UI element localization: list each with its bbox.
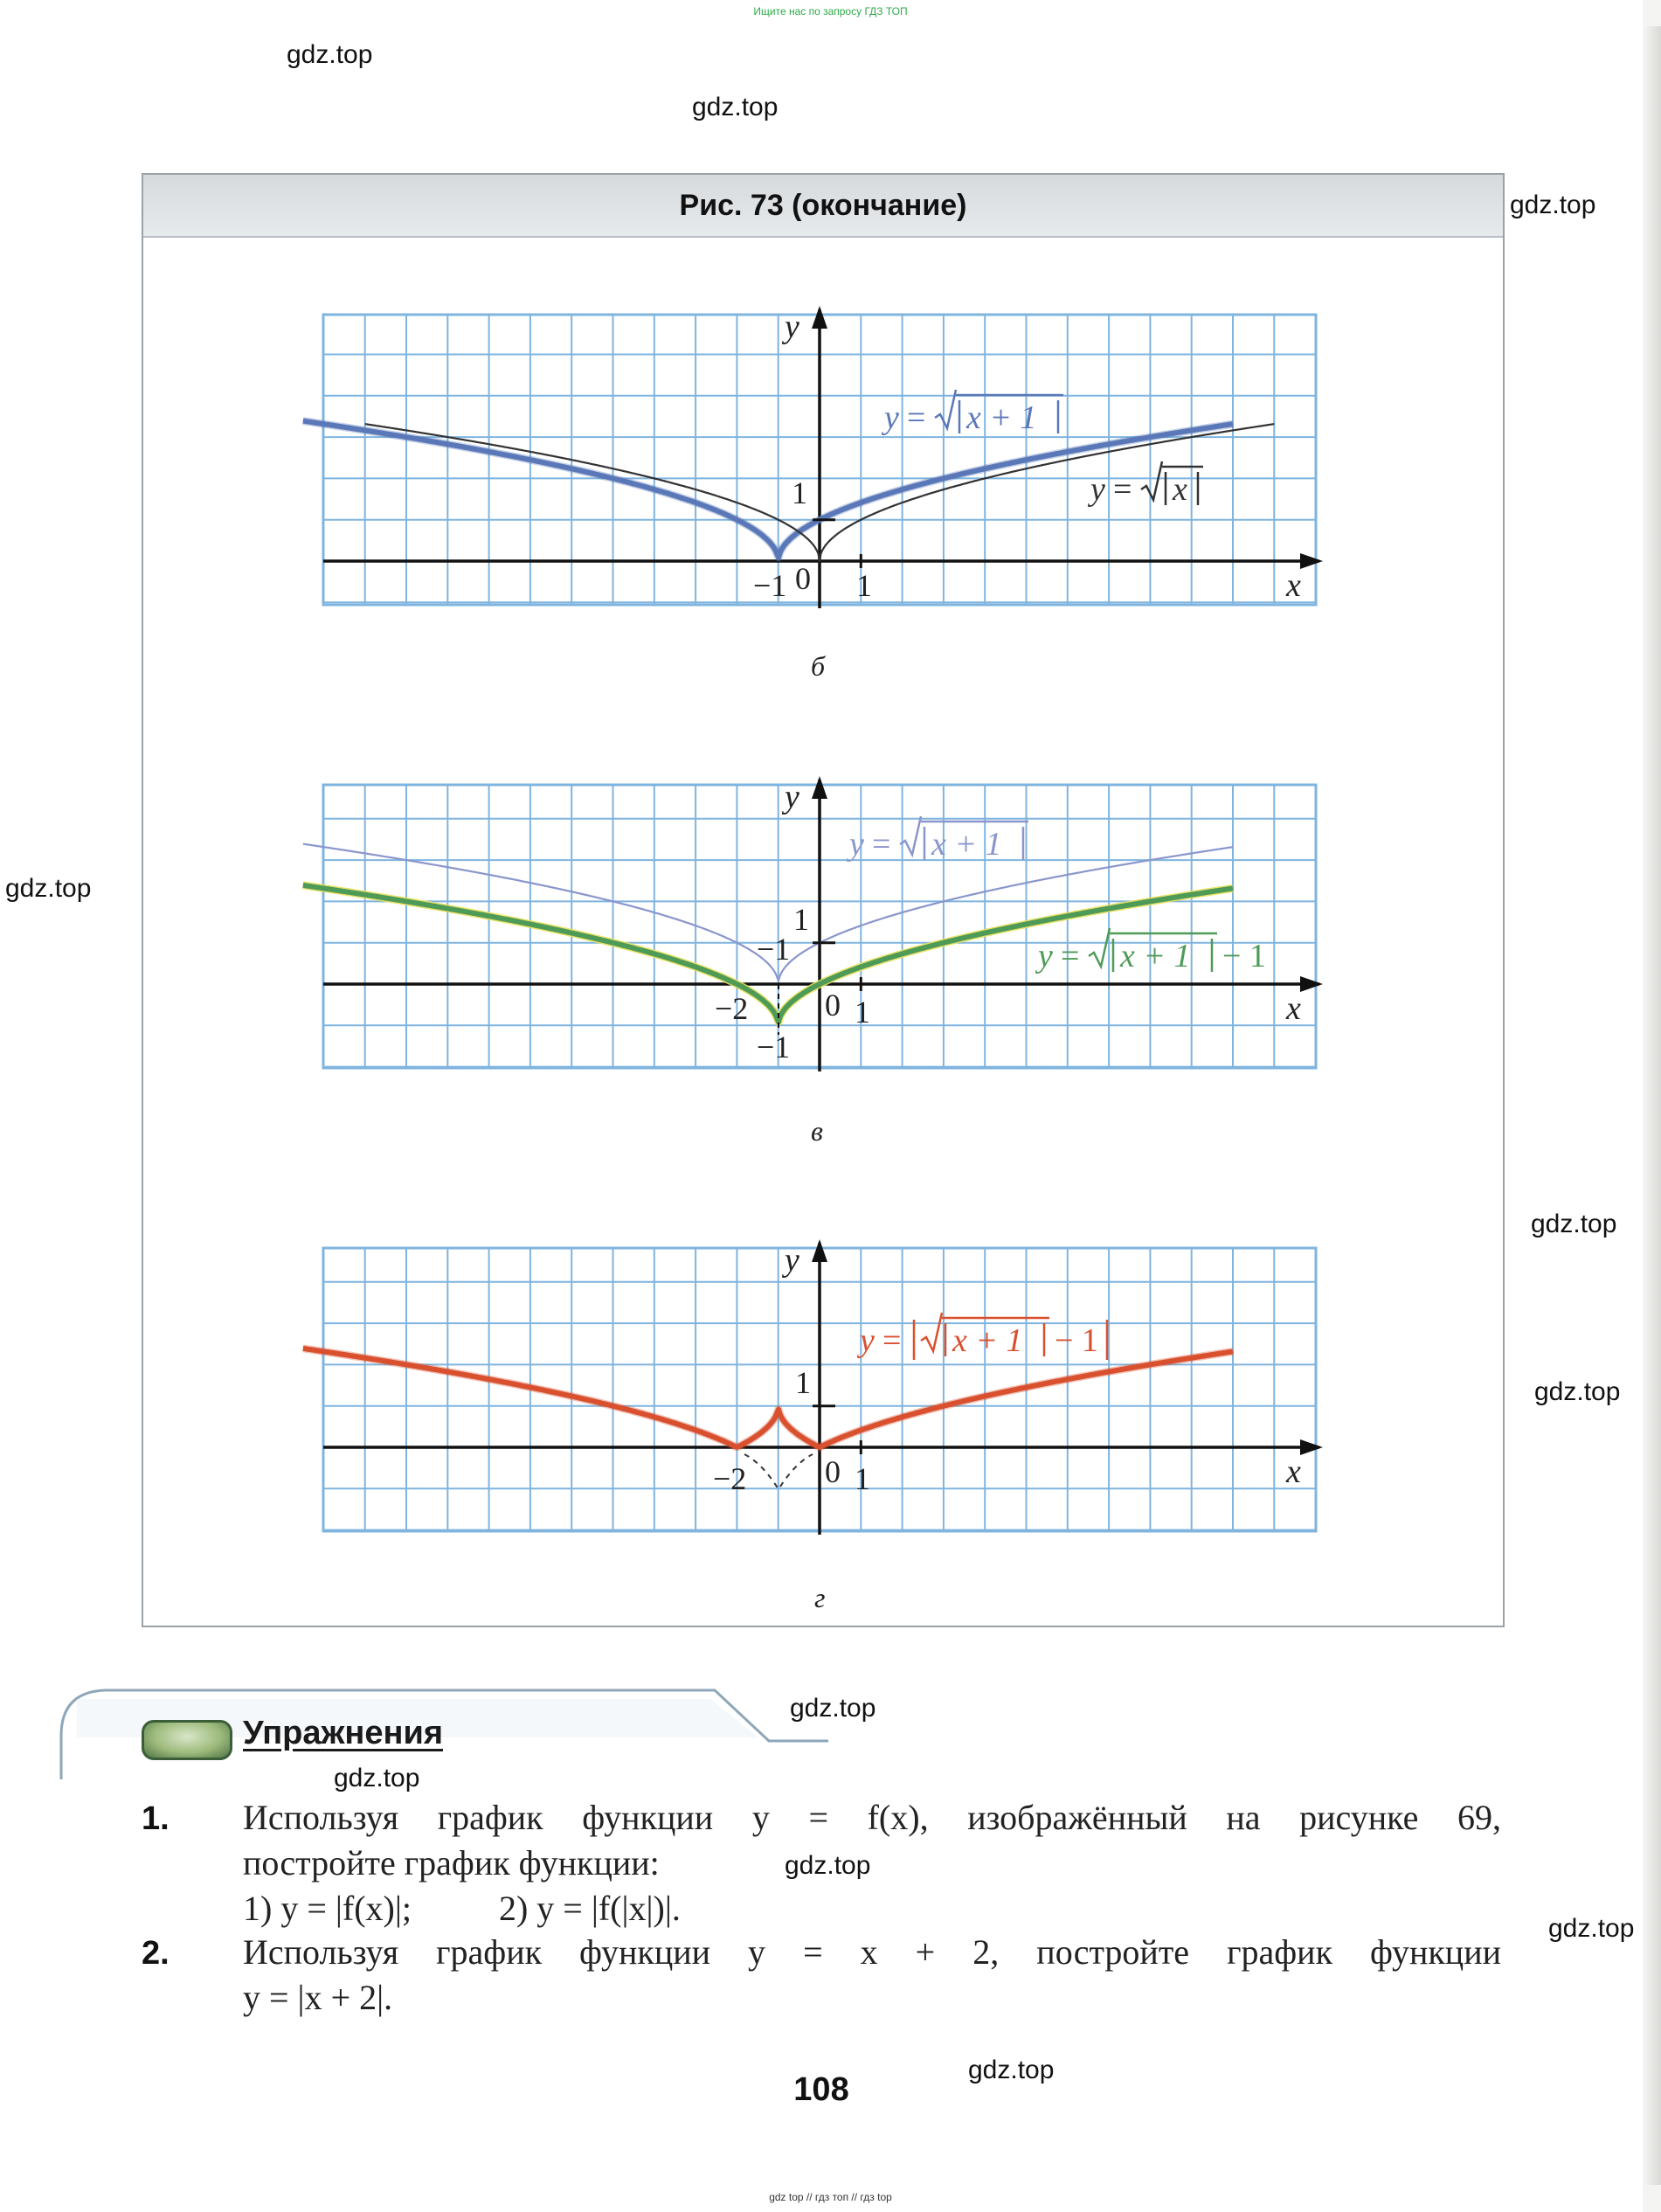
chart-g-svg: [0, 1224, 1661, 1591]
chart-v-svg: [0, 760, 1661, 1127]
series-halo: [303, 1349, 1233, 1447]
formula-argument: x: [1173, 471, 1187, 508]
y-axis-label: y: [785, 309, 799, 345]
series-line: [303, 1349, 1233, 1447]
watermark: gdz.top: [790, 1694, 876, 1723]
formula-argument: x + 1: [1120, 938, 1191, 974]
panel-letter-b: б: [811, 650, 826, 682]
tick-label: 1: [795, 1365, 811, 1400]
tick-label: 0: [795, 561, 811, 596]
x-axis-arrow: [1300, 976, 1323, 992]
tick-label: 1: [792, 475, 807, 510]
formula-argument: x + 1: [952, 1322, 1023, 1359]
tick-label: −1: [753, 568, 787, 603]
watermark: gdz.top: [1510, 191, 1596, 219]
formula-y: y: [1038, 938, 1053, 974]
exercise-2-line-2: y = |x + 2|.: [243, 1978, 393, 2017]
formula-argument: x + 1: [966, 399, 1037, 436]
tick-label: 1: [856, 568, 872, 603]
formula-argument: x + 1: [931, 826, 1002, 863]
formula-label-sqrt-abs-x: [1087, 461, 1203, 508]
watermark: gdz.top: [5, 874, 92, 903]
panel-letter-v: в: [811, 1115, 823, 1147]
exercises-badge-icon: [142, 1720, 232, 1760]
formula-eq: =: [1061, 938, 1080, 974]
tick-label: −1: [757, 932, 791, 967]
y-axis-label: y: [785, 1242, 799, 1279]
watermark: gdz.top: [692, 93, 779, 121]
page-number: 108: [793, 2071, 849, 2108]
exercise-number: 2.: [142, 1935, 170, 1972]
watermark: gdz.top: [1534, 1377, 1621, 1406]
formula-tail: − 1: [1222, 938, 1266, 974]
figure-title: Рис. 73 (окончание): [143, 175, 1503, 238]
watermark: gdz.top: [287, 40, 373, 69]
watermark: gdz.top: [1548, 1914, 1635, 1943]
watermark: gdz.top: [1531, 1210, 1617, 1238]
formula-y: y: [1090, 471, 1105, 508]
tick-label: −1: [757, 1030, 791, 1064]
chart-v: [0, 760, 1661, 1127]
radical-sign: [1141, 461, 1162, 500]
watermark: gdz.top: [334, 1764, 420, 1792]
x-axis-arrow: [1300, 1439, 1323, 1455]
tick-label: 1: [855, 995, 870, 1030]
tick-label: −2: [713, 1461, 747, 1496]
tick-label: −2: [715, 991, 749, 1026]
y-axis-arrow: [812, 306, 827, 329]
formula-label-abs-shifted: [856, 1313, 1107, 1360]
watermark: gdz.top: [785, 1851, 871, 1880]
formula-y: y: [849, 826, 864, 863]
tick-label: 1: [855, 1461, 870, 1496]
radical-sign: [1089, 928, 1110, 967]
formula-eq: =: [882, 1322, 902, 1359]
y-axis-label: y: [785, 779, 799, 815]
formula-eq: =: [907, 399, 926, 436]
x-axis-label: x: [1286, 1453, 1301, 1490]
formula-eq: =: [872, 826, 891, 863]
footer-note: gdz top // гдз топ // гдз top: [769, 2191, 892, 2203]
header-note: Ищите нас по запросу ГДЗ ТОП: [753, 5, 908, 17]
tick-label: 0: [825, 988, 841, 1023]
tick-label: 0: [825, 1454, 841, 1489]
formula-y: y: [860, 1322, 875, 1359]
chart-b: [0, 297, 1661, 664]
radical-sign: [921, 1313, 942, 1351]
y-axis-arrow: [812, 776, 827, 799]
formula-label-sqrt-abs-x-plus-1: [846, 816, 1028, 863]
x-axis-label: x: [1286, 990, 1301, 1027]
y-axis-arrow: [812, 1239, 827, 1262]
chart-g: [0, 1224, 1661, 1591]
chart-b-svg: [0, 297, 1661, 664]
exercise-1-line-3: 1) y = |f(x)|; 2) y = |f(|x|)|.: [243, 1889, 681, 1928]
formula-y: y: [884, 399, 899, 436]
exercise-1-line-2: постройте график функции:: [243, 1843, 660, 1883]
formula-label-sqrt-abs-x-plus-1: [881, 390, 1063, 436]
exercise-number: 1.: [142, 1800, 170, 1837]
x-axis-label: x: [1286, 567, 1301, 604]
formula-eq: =: [1113, 471, 1132, 508]
x-axis-arrow: [1300, 553, 1323, 569]
tick-label: 1: [793, 902, 809, 937]
formula-tail: − 1: [1055, 1322, 1098, 1359]
exercise-1-line-1: Используя график функции y = f(x), изображённый на рисунке 69,: [243, 1798, 1501, 1837]
watermark: gdz.top: [968, 2056, 1055, 2084]
panel-letter-g: г: [814, 1582, 826, 1613]
exercises-title: Упражнения: [243, 1715, 444, 1751]
exercise-2-line-1: Используя график функции y = x + 2, постройте график функции: [243, 1932, 1501, 1972]
